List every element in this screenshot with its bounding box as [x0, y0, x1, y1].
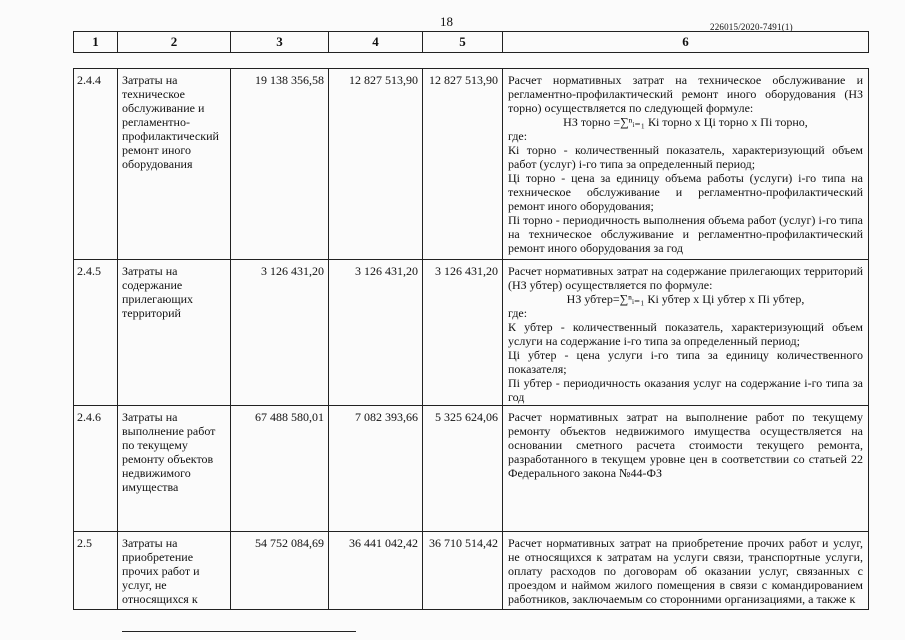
row-code: 2.4.5	[74, 260, 118, 406]
column-number-header	[73, 31, 869, 53]
row-name: Затраты на выполнение работ по текущему ремонту объектов недвижимого имущества	[118, 406, 231, 532]
desc-paragraph: Расчет нормативных затрат на приобретение прочих работ и услуг, не относящихся к затратам на услуги связи, транспортные услуги, оплату расходов по договорам об оказании услуг, связанных с проездом и наймом жилого помещения в связи с командированием работников, заключаемым со сторонними организациями, а также к	[508, 536, 863, 606]
row-value-col3: 54 752 084,69	[231, 532, 329, 610]
row-value-col4: 3 126 431,20	[329, 260, 423, 406]
row-description	[503, 260, 869, 406]
row-name: Затраты на содержание прилегающих территорий	[118, 260, 231, 406]
desc-paragraph: Кi торно - количественный показатель, характеризующий объем работ (услуг) i-го типа за определенный период;	[508, 143, 863, 171]
desc-paragraph: Цi убтер - цена услуги i-го типа за единицу количественного показателя;	[508, 348, 863, 376]
desc-paragraph: Пi убтер - периодичность оказания услуг на содержание i-го типа за год	[508, 376, 863, 404]
row-value-col5: 3 126 431,20	[423, 260, 503, 406]
desc-formula: НЗ торно =∑ⁿᵢ₌₁ Кi торно x Цi торно x Пi торно,	[563, 115, 808, 129]
desc-paragraph: К убтер - количественный показатель, характеризующий объем услуги на содержание i-го типа за определенный период;	[508, 320, 863, 348]
cost-table	[73, 68, 869, 610]
desc-formula: НЗ убтер=∑ⁿᵢ₌₁ Кi убтер x Цi убтер x Пi убтер,	[566, 292, 805, 306]
desc-paragraph: Расчет нормативных затрат на техническое обслуживание и регламентно-профилактический ремонт иного оборудования (НЗ торно) осуществляется по следующей формуле:	[508, 73, 863, 115]
header-col-2: 2	[118, 32, 231, 53]
row-code: 2.4.6	[74, 406, 118, 532]
header-col-6: 6	[503, 32, 869, 53]
row-value-col3: 19 138 356,58	[231, 69, 329, 260]
row-value-col5: 5 325 624,06	[423, 406, 503, 532]
table-row	[74, 69, 869, 260]
desc-paragraph: где:	[508, 129, 528, 143]
header-col-3: 3	[231, 32, 329, 53]
row-name: Затраты на техническое обслуживание и регламентно-профилактический ремонт иного оборудования	[118, 69, 231, 260]
desc-paragraph: Цi торно - цена за единицу объема работы (услуги) i-го типа на техническое обслуживание и регламентно-профилактический ремонт иного оборудования;	[508, 171, 863, 213]
footnote-separator	[122, 631, 356, 632]
document-reference: 226015/2020-7491(1)	[710, 22, 793, 32]
header-col-4: 4	[329, 32, 423, 53]
row-code: 2.5	[74, 532, 118, 610]
header-col-1: 1	[74, 32, 118, 53]
row-code: 2.4.4	[74, 69, 118, 260]
desc-paragraph: Пi торно - периодичность выполнения объема работ (услуг) i-го типа на техническое обслуживание и регламентно-профилактический ремонт иного оборудования за год	[508, 213, 863, 255]
row-value-col3: 3 126 431,20	[231, 260, 329, 406]
table-row	[74, 260, 869, 406]
desc-paragraph: Расчет нормативных затрат на выполнение работ по текущему ремонту объектов недвижимого имущества осуществляется на основании сметного расчета стоимости текущего ремонта, разработанного в текущем уровне цен в соответствии со статьей 22 Федерального закона №44-ФЗ	[508, 410, 863, 480]
row-value-col4: 7 082 393,66	[329, 406, 423, 532]
table-row	[74, 532, 869, 610]
row-description	[503, 532, 869, 610]
row-name: Затраты на приобретение прочих работ и услуг, не относящихся к	[118, 532, 231, 610]
row-description	[503, 69, 869, 260]
page-number: 18	[440, 14, 453, 29]
desc-paragraph: где:	[508, 306, 528, 320]
row-description	[503, 406, 869, 532]
row-value-col5: 36 710 514,42	[423, 532, 503, 610]
row-value-col4: 36 441 042,42	[329, 532, 423, 610]
desc-paragraph: Расчет нормативных затрат на содержание прилегающих территорий (НЗ убтер) осуществляется по формуле:	[508, 264, 863, 292]
header-col-5: 5	[423, 32, 503, 53]
table-row	[74, 406, 869, 532]
row-value-col4: 12 827 513,90	[329, 69, 423, 260]
row-value-col5: 12 827 513,90	[423, 69, 503, 260]
row-value-col3: 67 488 580,01	[231, 406, 329, 532]
